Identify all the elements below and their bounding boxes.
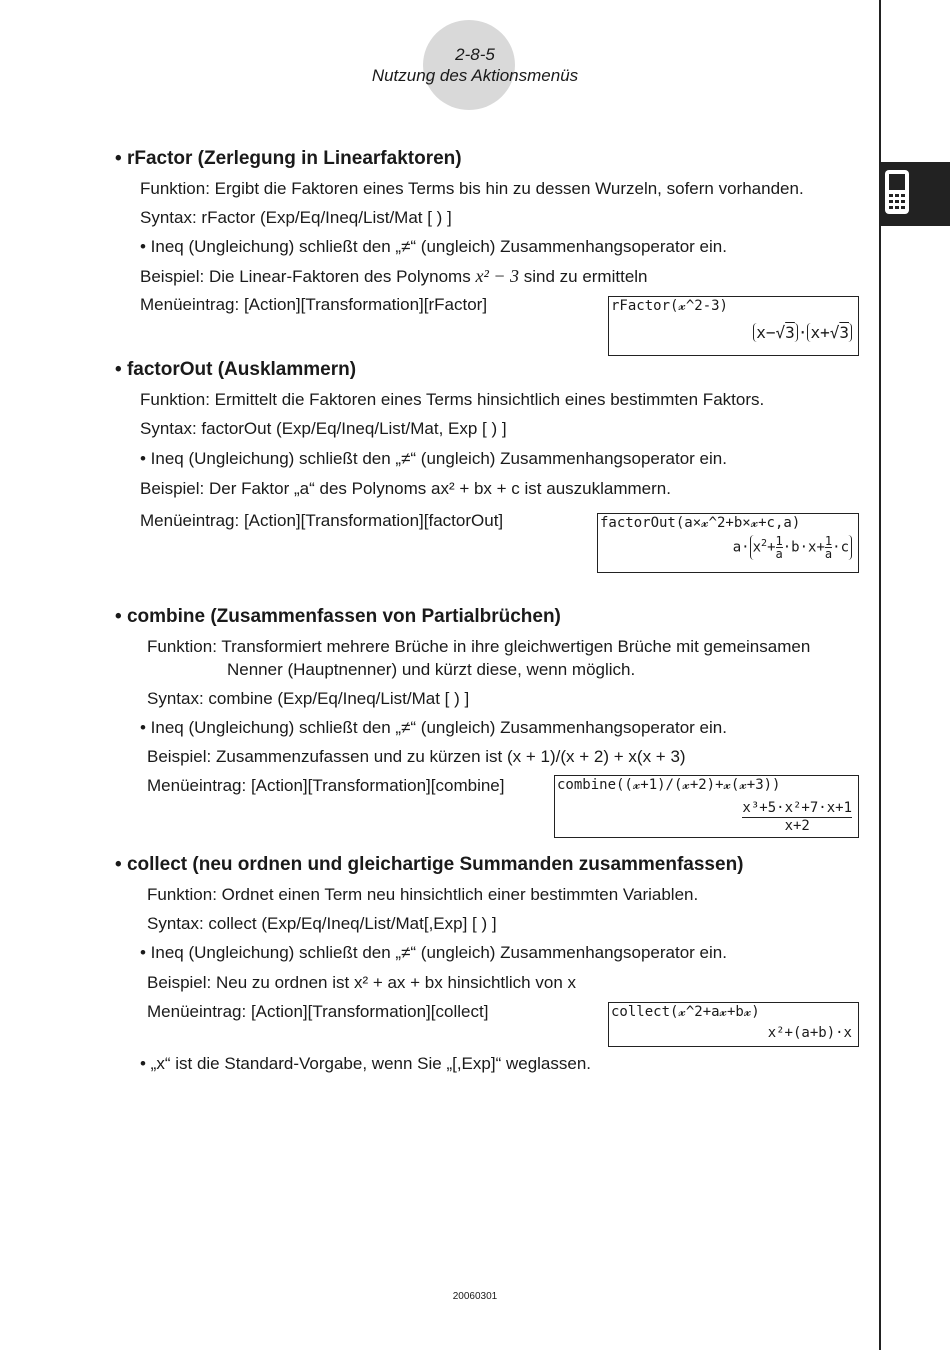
collect-screenshot: [608, 1002, 859, 1047]
combine-menu: Menüeintrag: [Action][Transformation][combine]: [147, 776, 505, 795]
section-heading-rfactor: • rFactor (Zerlegung in Linearfaktoren): [115, 148, 462, 169]
header-circle: [423, 20, 515, 110]
section-heading-factorout: • factorOut (Ausklammern): [115, 359, 357, 380]
factorout-function: Funktion: Ermittelt die Faktoren eines Terms hinsichtlich eines bestimmten Faktors.: [140, 390, 765, 409]
page-title: Nutzung des Aktionsmenüs: [371, 66, 579, 85]
bullet-icon: •: [115, 148, 127, 169]
rfactor-example: Beispiel: Die Linear-Faktoren des Polynoms x² − 3 sind zu ermitteln: [140, 266, 648, 286]
combine-screen-output: x³+5·x²+7·x+1 x+2: [742, 800, 852, 834]
footer-code: 20060301: [452, 1291, 498, 1302]
factorout-screen-input: factorOut(a×𝔁^2+b×𝔁+c,a): [600, 515, 801, 531]
collect-note: • Ineq (Ungleichung) schließt den „≠“ (ungleich) Zusammenhangsoperator ein.: [140, 943, 727, 962]
combine-syntax: Syntax: combine (Exp/Eq/Ineq/List/Mat [ ) ]: [147, 689, 470, 708]
rfactor-syntax: Syntax: rFactor (Exp/Eq/Ineq/List/Mat [ ) ]: [140, 208, 452, 227]
section-heading-collect: • collect (neu ordnen und gleichartige Summanden zusammenfassen): [115, 854, 744, 875]
combine-function-1: Funktion: Transformiert mehrere Brüche in ihre gleichwertigen Brüche mit gemeinsamen: [147, 637, 811, 656]
factorout-syntax: Syntax: factorOut (Exp/Eq/Ineq/List/Mat, Exp [ ) ]: [140, 419, 507, 438]
factorout-screenshot: [597, 513, 859, 573]
rfactor-screen-output: x−√3 · x+√3: [753, 323, 852, 342]
bullet-icon: •: [115, 854, 127, 875]
collect-final-note: • „x“ ist die Standard-Vorgabe, wenn Sie „[,Exp]“ weglassen.: [140, 1054, 592, 1073]
combine-screen-input: combine((𝔁+1)/(𝔁+2)+𝔁(𝔁+3)): [557, 777, 781, 793]
rfactor-screen-input: rFactor(𝔁^2-3): [611, 298, 728, 314]
collect-menu: Menüeintrag: [Action][Transformation][collect]: [147, 1002, 489, 1021]
rfactor-note: • Ineq (Ungleichung) schließt den „≠“ (ungleich) Zusammenhangsoperator ein.: [140, 237, 727, 256]
combine-note: • Ineq (Ungleichung) schließt den „≠“ (ungleich) Zusammenhangsoperator ein.: [140, 718, 727, 737]
rfactor-menu: Menüeintrag: [Action][Transformation][rFactor]: [140, 295, 488, 314]
section-heading-combine: • combine (Zusammenfassen von Partialbrüchen): [115, 606, 561, 627]
chapter-tab[interactable]: [881, 162, 950, 226]
calculator-icon: [881, 162, 950, 226]
collect-screen-input: collect(𝔁^2+a𝔁+b𝔁): [611, 1004, 760, 1020]
bullet-icon: •: [115, 606, 127, 627]
collect-function: Funktion: Ordnet einen Term neu hinsichtlich einer bestimmten Variablen.: [147, 885, 699, 904]
combine-function-2: Nenner (Hauptnenner) und kürzt diese, wenn möglich.: [227, 660, 636, 679]
factorout-screen-output: $a\cdot x^2+$ $\frac{1}{a}$ ·b·x+ $\frac{1}{a}$ ·c: [733, 535, 852, 560]
rfactor-screenshot: [608, 296, 859, 356]
rfactor-function: Funktion: Ergibt die Faktoren eines Terms bis hin zu dessen Wurzeln, sofern vorhanden.: [140, 179, 804, 198]
collect-syntax: Syntax: collect (Exp/Eq/Ineq/List/Mat[,Exp] [ ) ]: [147, 914, 497, 933]
combine-example: Beispiel: Zusammenzufassen und zu kürzen ist (x + 1)/(x + 2) + x(x + 3): [147, 747, 686, 766]
page-number: 2-8-5: [455, 45, 495, 64]
factorout-menu: Menüeintrag: [Action][Transformation][factorOut]: [140, 511, 504, 530]
combine-screenshot: [554, 775, 859, 838]
collect-screen-output: x²+(a+b)·x: [767, 1025, 852, 1041]
collect-example: Beispiel: Neu zu ordnen ist x² + ax + bx hinsichtlich von x: [147, 973, 576, 992]
factorout-example: Beispiel: Der Faktor „a“ des Polynoms ax² + bx + c ist auszuklammern.: [140, 479, 671, 498]
bullet-icon: •: [115, 359, 127, 380]
factorout-note: • Ineq (Ungleichung) schließt den „≠“ (ungleich) Zusammenhangsoperator ein.: [140, 449, 727, 468]
